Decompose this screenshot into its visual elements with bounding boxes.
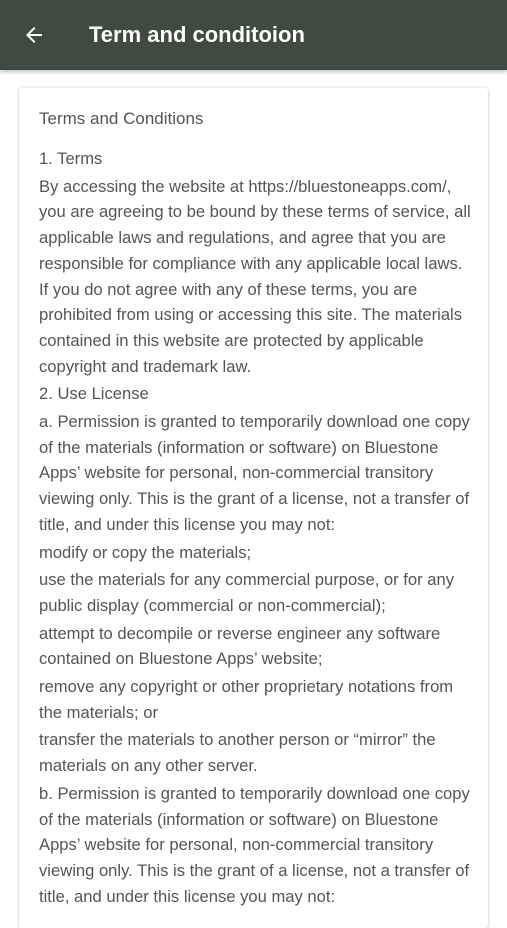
terms-paragraph: 1. Terms bbox=[39, 149, 103, 168]
terms-paragraph: use the materials for any commercial purpose, or for any public display (commercial or non-commercial); bbox=[39, 570, 455, 615]
terms-paragraph: transfer the materials to another person or “mirror” the materials on any other server. bbox=[39, 730, 436, 776]
terms-paragraph: a. Permission is granted to temporarily download one copy of the materials (information or software) on Bluestone Apps’ website for personal, non-commercial transitory viewing only. This is the grant of a license, not a transfer of title, and under this license you may not: bbox=[39, 412, 470, 534]
arrow-left-icon bbox=[22, 23, 46, 47]
app-bar bbox=[0, 0, 507, 70]
terms-paragraph: remove any copyright or other proprietary notations from the materials; or bbox=[39, 677, 454, 722]
terms-paragraph: 2. Use License bbox=[39, 384, 149, 404]
terms-paragraph: b. Permission is granted to temporarily download one copy of the materials (information or software) on Bluestone Apps’ website for personal, non-commercial transitory viewing only. This is the grant of a license, not a transfer of title, and under this license you may not: bbox=[39, 783, 470, 906]
terms-heading: Terms and Conditions bbox=[39, 109, 204, 128]
terms-card bbox=[19, 88, 488, 928]
back-button[interactable] bbox=[14, 15, 54, 55]
terms-paragraph: modify or copy the materials; bbox=[39, 542, 252, 562]
terms-paragraph: By accessing the website at https://bluestoneapps.com/, you are agreeing to be bound by these terms of service, all applicable laws and regulations, and agree that you are responsible for compliance with any applicable local laws. If you do not agree with any of these terms, you are prohibited from using or accessing this site. The materials contained in this website are protected by applicable copyright and trademark law. bbox=[39, 176, 471, 376]
page-title: Term and conditoion bbox=[89, 22, 305, 47]
terms-paragraph: attempt to decompile or reverse engineer any software contained on Bluestone Apps’ website; bbox=[39, 623, 441, 669]
terms-content bbox=[39, 106, 475, 911]
